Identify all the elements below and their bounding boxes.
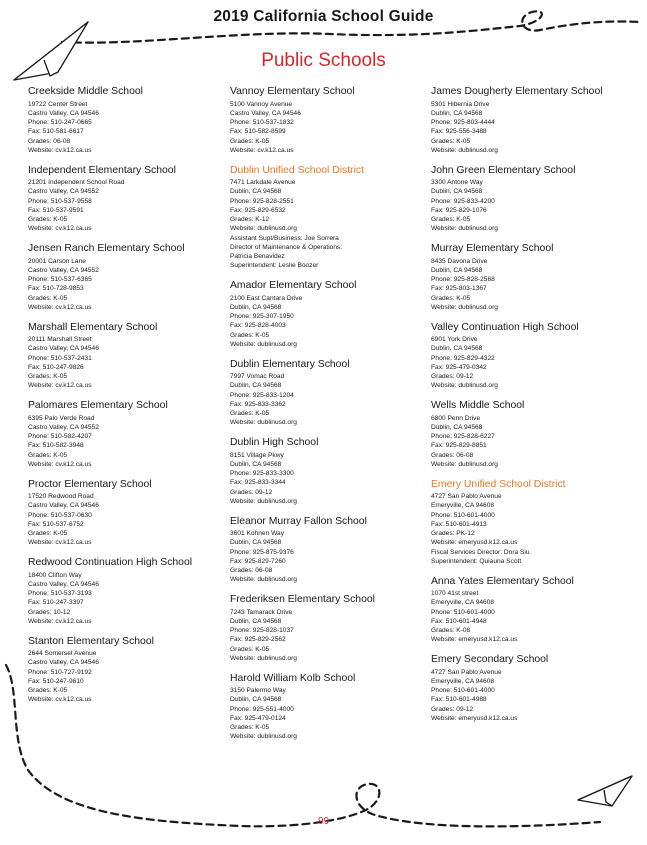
school-entry xyxy=(431,86,623,155)
website-line: Website: dublinusd.org xyxy=(431,146,498,154)
city-state-zip: Dublin, CA 94568 xyxy=(431,345,483,353)
phone-line: Phone: 925-828-1037 xyxy=(230,627,294,634)
website-line: Website: cv.k12.ca.us xyxy=(28,460,92,468)
website-line: Website: cv.k12.ca.us xyxy=(28,382,92,390)
website-line: Website: dublinusd.org xyxy=(431,225,498,233)
phone-line: Phone: 510-537-0630 xyxy=(28,511,92,519)
grades-line: Grades: 09-12 xyxy=(230,488,273,496)
website-line: Website: cv.k12.ca.us xyxy=(28,303,92,311)
school-name: Redwood Continuation High School xyxy=(28,557,193,568)
street-address: 5301 Hibernia Drive xyxy=(431,100,490,108)
street-address: 20001 Carson Lane xyxy=(28,257,86,265)
school-entry xyxy=(431,654,623,723)
city-state-zip: Castro Valley, CA 94546 xyxy=(28,502,99,510)
phone-line: Phone: 510-537-1832 xyxy=(230,119,294,126)
street-address: 2100 East Cantara Drive xyxy=(230,294,303,302)
school-entry xyxy=(431,322,623,391)
street-address: 19722 Center Street xyxy=(28,100,88,108)
detail-line: Assistant Supt/Business: Joe Sorrera xyxy=(230,234,339,242)
grades-line: Grades: 09-12 xyxy=(431,373,474,380)
school-name: John Green Elementary School xyxy=(431,164,576,176)
website-line: Website: dublinusd.org xyxy=(230,576,297,584)
grades-line: Grades: 06-08 xyxy=(431,451,474,459)
detail-line: Patricia Benavidez xyxy=(230,253,285,260)
city-state-zip: Castro Valley, CA 94552 xyxy=(28,266,99,274)
website-line: Website: dublinusd.org xyxy=(230,654,297,662)
grades-line: Grades: K-05 xyxy=(28,451,68,459)
city-state-zip: Emeryville, CA 94608 xyxy=(431,599,495,607)
city-state-zip: Dublin, CA 94568 xyxy=(230,188,282,196)
grades-line: Grades: K-08 xyxy=(431,627,471,634)
phone-line: Phone: 925-803-4444 xyxy=(431,119,495,126)
street-address: 4727 San Pablo Avenue xyxy=(431,493,502,500)
school-entry xyxy=(431,243,623,312)
website-line: Website: emeryusd.k12.ca.us xyxy=(431,714,518,722)
phone-line: Phone: 925-875-9376 xyxy=(230,548,294,556)
grades-line: Grades: 10-12 xyxy=(28,608,71,616)
phone-line: Phone: 925-551-4000 xyxy=(230,705,294,713)
school-entry xyxy=(28,165,220,234)
school-name: Wells Middle School xyxy=(431,400,525,411)
fax-line: Fax: 925-803-1367 xyxy=(431,285,487,293)
grades-line: Grades: K-12 xyxy=(230,216,270,223)
website-line: Website: cv.k12.ca.us xyxy=(28,225,92,233)
paper-airplane-icon xyxy=(578,776,632,806)
phone-line: Phone: 925-828-6227 xyxy=(431,433,495,440)
school-column xyxy=(431,86,623,733)
phone-line: Phone: 925-829-4322 xyxy=(431,354,495,362)
fax-line: Fax: 510-537-6752 xyxy=(28,520,84,528)
school-name: Anna Yates Elementary School xyxy=(431,575,574,587)
fax-line: Fax: 925-833-3362 xyxy=(230,400,286,408)
street-address: 2644 Somerset Avenue xyxy=(28,650,97,657)
school-name: Proctor Elementary School xyxy=(28,478,152,490)
fax-line: Fax: 925-833-3344 xyxy=(230,479,286,487)
school-name: Valley Continuation High School xyxy=(431,321,579,333)
school-entry xyxy=(431,165,623,234)
street-address: 6395 Palo Verde Road xyxy=(28,414,95,422)
school-name: Dublin High School xyxy=(230,437,319,448)
street-address: 5100 Vannoy Avenue xyxy=(230,100,293,108)
fax-line: Fax: 510-728-9853 xyxy=(28,285,84,293)
city-state-zip: Dublin, CA 94568 xyxy=(230,460,282,468)
grades-line: Grades: K-05 xyxy=(28,373,68,380)
city-state-zip: Castro Valley, CA 94546 xyxy=(28,580,99,588)
fax-line: Fax: 510-582-8599 xyxy=(230,128,286,136)
street-address: 3601 Kohnen Way xyxy=(230,530,285,537)
street-address: 17520 Redwood Road xyxy=(28,493,94,500)
phone-line: Phone: 925-833-4200 xyxy=(431,197,495,205)
city-state-zip: Emeryville, CA 94608 xyxy=(431,502,495,510)
grades-line: Grades: K-05 xyxy=(28,687,68,694)
street-address: 8151 Village Pkwy xyxy=(230,451,284,459)
city-state-zip: Dublin, CA 94568 xyxy=(230,303,282,311)
city-state-zip: Castro Valley, CA 94546 xyxy=(28,109,99,117)
grades-line: Grades: K-05 xyxy=(431,216,471,223)
fax-line: Fax: 925-829-8851 xyxy=(431,442,487,450)
city-state-zip: Dublin, CA 94568 xyxy=(230,382,282,390)
school-entry xyxy=(28,322,220,391)
school-entry xyxy=(230,437,422,506)
website-line: Website: cv.k12.ca.us xyxy=(28,617,92,625)
phone-line: Phone: 925-833-3300 xyxy=(230,470,294,477)
school-entry xyxy=(431,576,623,645)
grades-line: Grades: 06-08 xyxy=(28,137,71,145)
phone-line: Phone: 925-828-2551 xyxy=(230,197,294,205)
city-state-zip: Castro Valley, CA 94546 xyxy=(230,109,301,117)
phone-line: Phone: 510-601-4000 xyxy=(431,511,495,519)
street-address: 8435 Davona Drive xyxy=(431,257,488,265)
phone-line: Phone: 510-537-9558 xyxy=(28,197,92,205)
city-state-zip: Dublin, CA 94568 xyxy=(230,539,282,547)
fax-line: Fax: 925-556-3488 xyxy=(431,128,487,136)
phone-line: Phone: 925-828-2568 xyxy=(431,276,495,283)
school-entry xyxy=(28,400,220,469)
fax-line: Fax: 925-829-7260 xyxy=(230,557,286,565)
fax-line: Fax: 925-829-1076 xyxy=(431,206,487,214)
phone-line: Phone: 510-727-9192 xyxy=(28,668,92,676)
website-line: Website: dublinusd.org xyxy=(230,419,297,427)
street-address: 18400 Clifton Way xyxy=(28,571,82,579)
street-address: 20111 Marshall Street xyxy=(28,336,92,343)
website-line: Website: dublinusd.org xyxy=(431,303,498,311)
school-entry xyxy=(28,557,220,626)
fax-line: Fax: 925-829-2562 xyxy=(230,636,286,644)
city-state-zip: Castro Valley, CA 94546 xyxy=(28,345,99,353)
detail-line: Director of Maintenance & Operations: xyxy=(230,243,343,251)
school-name: Harold William Kolb School xyxy=(230,672,356,684)
grades-line: Grades: K-05 xyxy=(230,724,270,731)
city-state-zip: Castro Valley, CA 94546 xyxy=(28,659,99,667)
school-entry xyxy=(28,636,220,705)
school-name: Palomares Elementary School xyxy=(28,400,168,411)
website-line: Website: dublinusd.org xyxy=(431,460,498,468)
school-column xyxy=(230,86,422,751)
city-state-zip: Emeryville, CA 94608 xyxy=(431,677,495,685)
school-name: Jensen Ranch Elementary School xyxy=(28,243,185,254)
city-state-zip: Dublin, CA 94568 xyxy=(230,696,282,704)
city-state-zip: Dublin, CA 94568 xyxy=(230,617,282,625)
website-line: Website: cv.k12.ca.us xyxy=(28,146,92,154)
page-number: 99 xyxy=(317,816,330,827)
phone-line: Phone: 510-601-4000 xyxy=(431,608,495,616)
phone-line: Phone: 510-537-3193 xyxy=(28,590,92,597)
website-line: Website: cv.k12.ca.us xyxy=(28,696,92,704)
school-name: Eleanor Murray Fallon School xyxy=(230,515,367,527)
website-line: Website: dublinusd.org xyxy=(230,340,297,348)
grades-line: Grades: K-05 xyxy=(431,137,471,145)
city-state-zip: Dublin, CA 94568 xyxy=(431,423,483,431)
street-address: 1070 41st street xyxy=(431,590,479,597)
city-state-zip: Castro Valley, CA 94552 xyxy=(28,423,99,431)
grades-line: Grades: K-05 xyxy=(230,137,270,145)
school-name: Marshall Elementary School xyxy=(28,321,158,333)
street-address: 4727 San Pablo Avenue xyxy=(431,668,502,676)
street-address: 7471 Larkdale Avenue xyxy=(230,179,296,186)
street-address: 3150 Palermo Way xyxy=(230,687,286,694)
city-state-zip: Castro Valley, CA 94552 xyxy=(28,188,99,196)
grades-line: Grades: K-05 xyxy=(230,645,270,653)
school-name: Murray Elementary School xyxy=(431,243,554,254)
school-name: Stanton Elementary School xyxy=(28,635,154,647)
website-line: Website: cv.k12.ca.us xyxy=(28,539,92,547)
school-column xyxy=(28,86,220,714)
guide-title: 2019 California School Guide xyxy=(213,8,434,25)
school-name: Amador Elementary School xyxy=(230,280,357,291)
detail-line: Fiscal Services Director: Dora Siu xyxy=(431,548,530,556)
website-line: Website: dublinusd.org xyxy=(230,497,297,505)
fax-line: Fax: 925-479-0124 xyxy=(230,714,286,722)
phone-line: Phone: 925-833-1204 xyxy=(230,391,294,399)
phone-line: Phone: 510-247-0665 xyxy=(28,119,92,126)
grades-line: Grades: K-05 xyxy=(431,294,471,302)
street-address: 3300 Antone Way xyxy=(431,179,483,186)
fax-line: Fax: 510-581-6617 xyxy=(28,128,84,136)
district-entry xyxy=(230,165,422,271)
website-line: Website: emeryusd.k12.ca.us xyxy=(431,539,518,547)
grades-line: Grades: K-05 xyxy=(28,294,68,302)
street-address: 6800 Penn Drive xyxy=(431,414,481,422)
section-title: Public Schools xyxy=(261,50,386,71)
phone-line: Phone: 510-537-2431 xyxy=(28,354,92,362)
school-entry xyxy=(230,86,422,155)
fax-line: Fax: 510-537-9591 xyxy=(28,206,84,214)
school-entry xyxy=(230,673,422,742)
website-line: Website: dublinusd.org xyxy=(230,225,297,233)
school-name: Emery Secondary School xyxy=(431,654,549,665)
website-line: Website: dublinusd.org xyxy=(431,382,498,390)
detail-line: Superintendent: Quiauna Scott xyxy=(431,557,522,565)
street-address: 7243 Tamarack Drive xyxy=(230,608,293,616)
city-state-zip: Dublin, CA 94568 xyxy=(431,266,483,274)
grades-line: Grades: PK-12 xyxy=(431,530,475,537)
fax-line: Fax: 510-601-4988 xyxy=(431,696,487,704)
website-line: Website: dublinusd.org xyxy=(230,733,297,741)
grades-line: Grades: K-05 xyxy=(230,331,270,339)
fax-line: Fax: 510-601-4913 xyxy=(431,520,487,528)
fax-line: Fax: 510-247-3397 xyxy=(28,599,84,607)
detail-line: Superintendent: Leslie Boozer xyxy=(230,262,319,270)
city-state-zip: Dublin, CA 94568 xyxy=(431,188,483,196)
phone-line: Phone: 510-601-4000 xyxy=(431,687,495,694)
website-line: Website: emeryusd.k12.ca.us xyxy=(431,636,518,644)
grades-line: Grades: 09-12 xyxy=(431,705,474,713)
school-name: Independent Elementary School xyxy=(28,164,176,176)
school-entry xyxy=(28,243,220,312)
fax-line: Fax: 925-829-6532 xyxy=(230,206,286,214)
school-entry xyxy=(230,280,422,349)
grades-line: Grades: 06-08 xyxy=(230,567,273,574)
district-name: Emery Unified School District xyxy=(431,478,566,490)
website-line: Website: cv.k12.ca.us xyxy=(230,146,294,154)
school-entry xyxy=(431,400,623,469)
district-name: Dublin Unified School District xyxy=(230,164,364,176)
fax-line: Fax: 925-828-4003 xyxy=(230,322,286,330)
school-name: James Dougherty Elementary School xyxy=(431,86,603,97)
school-name: Frederiksen Elementary School xyxy=(230,594,375,605)
school-entry xyxy=(230,516,422,585)
phone-line: Phone: 925-307-1950 xyxy=(230,313,294,320)
phone-line: Phone: 510-537-6365 xyxy=(28,276,92,283)
school-name: Vannoy Elementary School xyxy=(230,86,355,97)
district-entry xyxy=(431,479,623,567)
grades-line: Grades: K-05 xyxy=(28,530,68,537)
fax-line: Fax: 925-479-0342 xyxy=(431,363,487,371)
grades-line: Grades: K-05 xyxy=(230,410,270,417)
school-entry xyxy=(230,594,422,663)
school-entry xyxy=(28,86,220,155)
grades-line: Grades: K-05 xyxy=(28,216,68,223)
street-address: 6901 York Drive xyxy=(431,336,478,343)
street-address: 21201 Independent School Road xyxy=(28,179,125,186)
fax-line: Fax: 510-247-9826 xyxy=(28,363,84,371)
school-name: Dublin Elementary School xyxy=(230,358,350,370)
phone-line: Phone: 510-582-4207 xyxy=(28,433,92,440)
city-state-zip: Dublin, CA 94568 xyxy=(431,109,483,117)
school-name: Creekside Middle School xyxy=(28,86,143,97)
street-address: 7997 Vomac Road xyxy=(230,373,285,380)
school-entry xyxy=(230,359,422,428)
fax-line: Fax: 510-582-3948 xyxy=(28,442,84,450)
fax-line: Fax: 510-247-9610 xyxy=(28,677,84,685)
fax-line: Fax: 510-601-4948 xyxy=(431,617,487,625)
school-entry xyxy=(28,479,220,548)
